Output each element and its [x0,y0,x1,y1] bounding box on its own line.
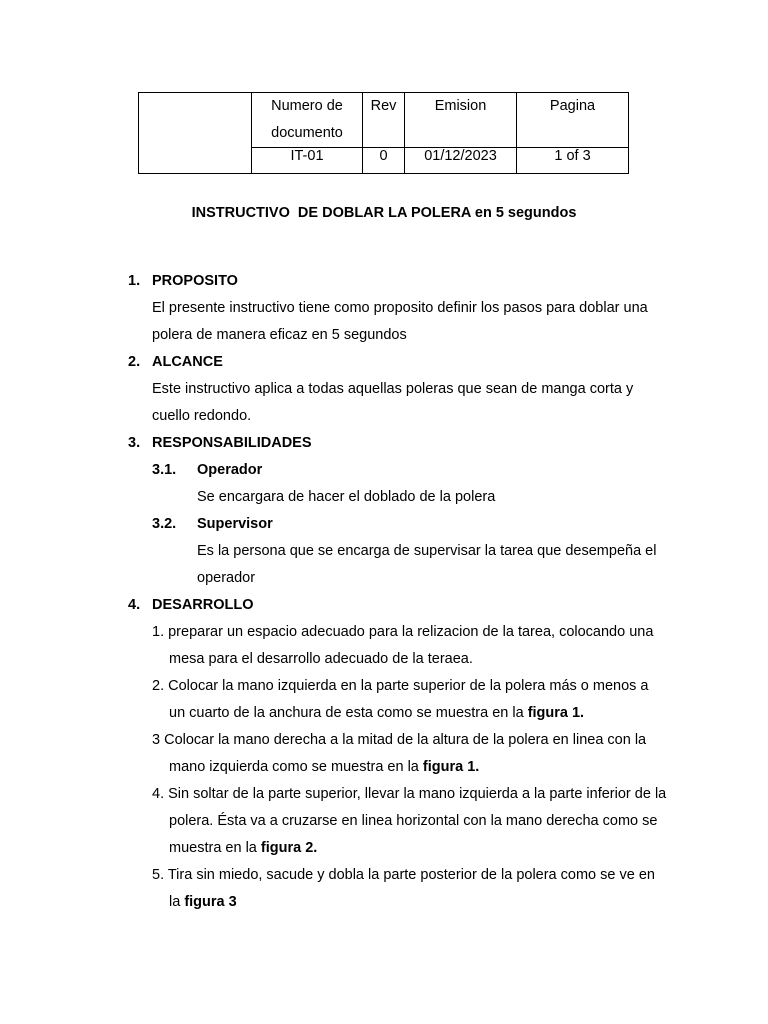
section-number: 4. [128,597,141,613]
subsection-number: 3.2. [152,516,177,532]
pagina-value: 1 of 3 [517,148,629,174]
blank-logo-cell [139,93,252,174]
step-5 [152,862,668,916]
proposito-text: El presente instructivo tiene como proposito definir los pasos para doblar una polera de manera eficaz en 5 segundos [152,300,648,343]
section-number: 2. [128,354,141,370]
subsection-title: Supervisor [197,516,273,532]
supervisor-text: Es la persona que se encarga de supervisar la tarea que desempeña el operador [197,543,657,586]
subsection-supervisor-heading [152,511,668,538]
section-title: PROPOSITO [152,273,238,289]
section-title: ALCANCE [152,354,223,370]
section-title: RESPONSABILIDADES [152,435,312,451]
section-responsabilidades-heading [128,430,668,457]
document-body [128,268,668,916]
document-header-table [138,92,629,174]
step-4 [152,781,668,862]
doc-number-header: Numero de documento [252,93,363,148]
subsection-operador-heading [152,457,668,484]
doc-number-value: IT-01 [252,148,363,174]
document-title: INSTRUCTIVO DE DOBLAR LA POLERA en 5 segundos [191,205,577,221]
emision-value: 01/12/2023 [405,148,517,174]
step-1 [152,619,668,673]
figure-reference: figura 1. [527,705,585,721]
section-title: DESARROLLO [152,597,254,613]
subsection-title: Operador [197,462,263,478]
step-text: 3 Colocar la mano derecha a la mitad de la altura de la polera en linea con la mano izquierda como se muestra en la [152,732,647,775]
figure-reference: figura 2. [260,840,318,856]
section-alcance-heading [128,349,668,376]
step-2 [152,673,668,727]
rev-header: Rev [363,93,405,148]
section-number: 3. [128,435,141,451]
step-text: 1. preparar un espacio adecuado para la relizacion de la tarea, colocando una mesa para el desarrollo adecuado de la teraea. [152,624,654,667]
rev-value: 0 [363,148,405,174]
section-number: 1. [128,273,141,289]
figure-reference: figura 3 [184,894,237,910]
section-desarrollo-heading [128,592,668,619]
emision-header: Emision [405,93,517,148]
operador-text: Se encargara de hacer el doblado de la polera [197,489,496,505]
step-text: 5. Tira sin miedo, sacude y dobla la parte posterior de la polera como se ve en la [152,867,655,910]
step-text: 2. Colocar la mano izquierda en la parte superior de la polera más o menos a un cuarto de la anchura de esta como se muestra en la [152,678,649,721]
pagina-header: Pagina [517,93,629,148]
figure-reference: figura 1. [422,759,480,775]
alcance-text: Este instructivo aplica a todas aquellas poleras que sean de manga corta y cuello redondo. [152,381,634,424]
step-3 [152,727,668,781]
subsection-number: 3.1. [152,462,177,478]
section-proposito-heading [128,268,668,295]
step-text: 4. Sin soltar de la parte superior, llevar la mano izquierda a la parte inferior de la polera. Ésta va a cruzarse en linea horizontal con la mano derecha como se muestra en la [152,786,667,856]
